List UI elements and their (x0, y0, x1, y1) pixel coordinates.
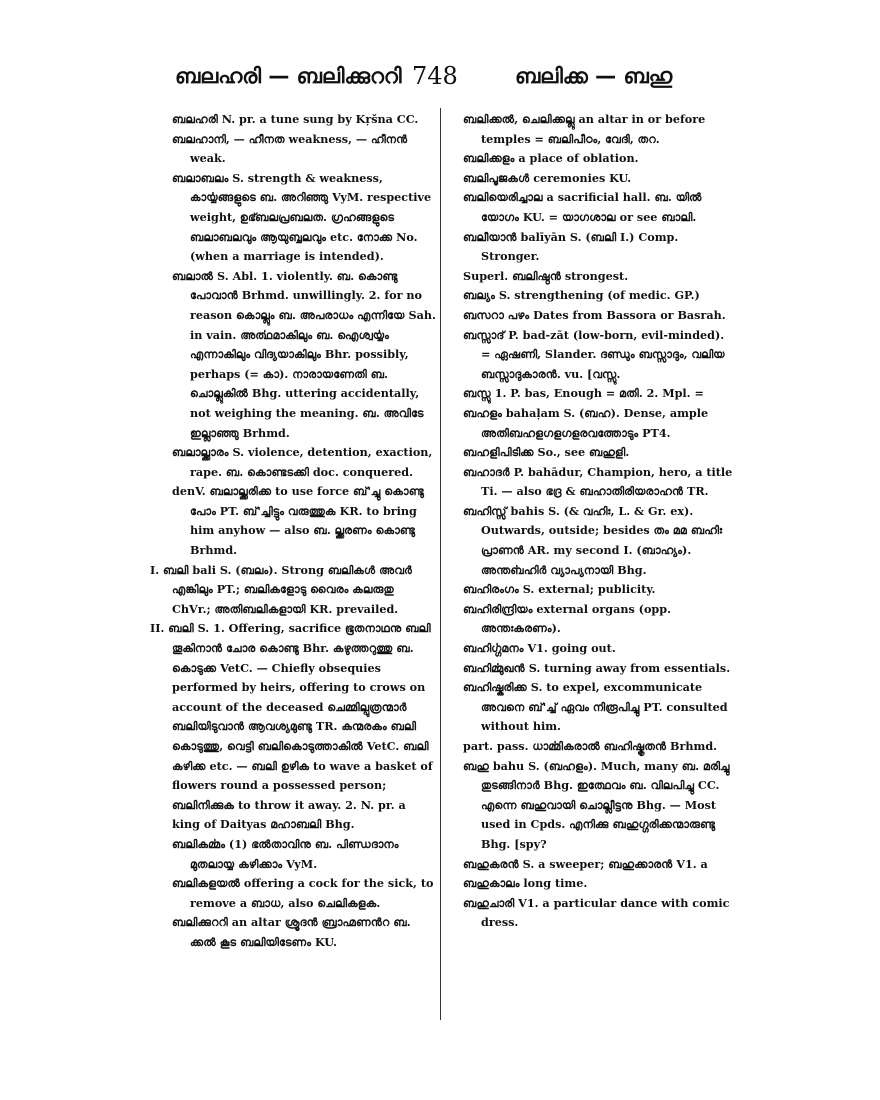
entry-bahalipidikka: ബഹളിപിടിക്ക So., see ബഹുളി. (463, 445, 630, 460)
page-header (0, 58, 880, 102)
entry-bahukalam: ബഹുകാലം long time. (463, 876, 588, 891)
entry-bali-1: I. ബലി bali S. (ബലം). Strong ബലികൾ അവർ എങ്കിലും PT.; ബലികളോടു വൈരം കലരുതു ChVr.; അതിബലികളായി KR. prevailed. (150, 562, 412, 616)
entry-bahuchari: ബഹുചാരി V1. a particular dance with comic dress. (463, 895, 730, 930)
entry-balikarmam: ബലികൎമ്മം (1) ഭൽതാവിനു ബ. പിണ്ഡദാനം മുതലായ്യ കഴിക്കാം VyM. (172, 836, 399, 871)
entry-bahirangam: ബഹിരംഗം S. external; publicity. (463, 582, 656, 597)
entry-balyam: ബല്യം S. strengthening (of medic. GP.) (463, 288, 700, 303)
entry-balalkarikka: denV. ബലാല്ക്കരിക്ക to use force ബ്'ച്ചു കൊണ്ടു പോം PT. ബ്'ച്ചിട്ടും വരുത്തുക KR. to bring him anyhow — also ബ. ല്ക്കരണം കൊണ്ടു Brhmd. (172, 484, 424, 558)
left-column (150, 110, 436, 953)
entry-bahirgamanam: ബഹിൎഗ്ഗമനം V1. going out. (463, 641, 616, 656)
entry-bahirmukhan: ബഹിൎമ്മുഖൻ S. turning away from essentials. (463, 660, 731, 675)
entry-bassu: ബസ്സു 1. P. bas, Enough = മതി. 2. Mpl. = (463, 386, 704, 401)
entry-bahishkarikka: ബഹിഷ്കരിക്ക S. to expel, excommunicate അവനെ ബ്'ച്ച് ഏവം നിരൂപിച്ചു PT. consulted without him. (463, 680, 728, 734)
entry-balikkurri: ബലിക്കുററി an altar ശ്രൂദൻ ബ്രാഹ്മണൻറ ബ. ക്കൽ കൂട ബലിയിടേണം KU. (172, 915, 411, 949)
entry-balal: ബലാൽ S. Abl. 1. violently. ബ. കൊണ്ടു പോവാൻ Brhmd. unwillingly. 2. for no reason കൊല്ലും ബ. അപരാധം എന്നിയേ Sah. in vain. അൎത്ഥമാകിലും ബ. ഐശ്വൎയ്യം എന്നാകിലും വിദ്യയാകിലും Bhr. possibly, perhaps (= കാ). നാരായണേതി ബ. ചൊല്ലുകിൽ Bhg. uttering accidentally, not weighing the meaning. ബ. അവിടേ ഇല്ലാഞ്ഞു Brhmd. (172, 268, 436, 440)
entry-bahirindriyam: ബഹിരിന്ദ്രിയം external organs (opp. അന്തഃകരണം). (463, 601, 671, 636)
entry-bahis: ബഹിസ്സ് bahis S. (& വഹിഃ, L. & Gr. ex). Outwards, outside; besides തം മമ ബഹിഃ പ്രാണൻ AR. my second I. (ബാഹ്യം). അന്തൎബഹിർ വ്യാപ്യനായി Bhg. (463, 503, 723, 577)
entry-balikalayal: ബലികളയൽ offering a cock for the sick, to remove a ബാധ, also ചെലികളക. (172, 876, 434, 910)
entry-balahari: ബലഹരി N. pr. a tune sung by Kṛšna CC. (172, 112, 419, 126)
entry-balahani: ബലഹാനി, — ഹീനത weakness, — ഹീനൻ weak. (172, 131, 408, 166)
entry-balipujakal: ബലിപൂജകൾ ceremonies KU. (463, 170, 632, 185)
header-left-guide-word: ബലഹരി — ബലിക്കുററി (175, 64, 402, 88)
entry-balalkaram: ബലാല്ക്കാരം S. violence, detention, exaction, rape. ബ. കൊണ്ടടക്കി doc. conquered. (172, 445, 433, 479)
entry-balikkal: ബലിക്കൽ, ചെലിക്കല്ലു an altar in or before temples = ബലിപീഠം, വേദി, തറ. (463, 112, 706, 146)
entry-bali-2: II. ബലി S. 1. Offering, sacrifice ഭൂതനാഥനു ബലി തൂകിനാൻ ചോര കൊണ്ടു Bhr. കഴുത്തറുത്തു ബ. കൊടുക്ക VetC. — Chiefly obsequies performed by heirs, offering to crows on account of the deceased ചെമ്മില്പുത്രന്മാർ ബലിയിടുവാൻ ആവശ്യമുണ്ടു TR. കന്മരകം ബലി കൊടുത്തു, വെട്ടി ബലികൊടുത്താകിൽ VetC. ബലി കഴിക്ക etc. — ബലി ഉഴിക to wave a basket of flowers round a possessed person; ബലിനിക്കുക to throw it away. 2. N. pr. a king of Daityas മഹാബലി Bhg. (150, 621, 433, 832)
entry-bahalam: ബഹളം bahaḷam S. (ബഹ). Dense, ample അതിബഹളഗളഗളരവത്തോടും PT4. (463, 405, 709, 440)
entry-bahadur: ബഹാദർ P. bahādur, Champion, hero, a title Ti. — also ഭദ്ര & ബഹാതിരിയരാഹൻ TR. (463, 464, 733, 499)
entry-bassad: ബസ്സാദ് P. bad-zāt (low-born, evil-minded). = ഏഷണി, Slander. ദണ്ഡും ബസ്സാദും, വലിയ ബസ്സാദുകാരൻ. vu. [വസ്സു. (463, 327, 725, 381)
entry-balikkalam: ബലിക്കളം a place of oblation. (463, 151, 639, 166)
entry-bahu: ബഹു bahu S. (ബഹളം). Much, many ബ. മരിച്ചു തുടങ്ങിനാർ Bhg. ഇത്ഥേവം ബ. വിലപിച്ചു CC. എന്നെ ബഹുവായി ചൊല്ലീട്ടനു Bhg. — Most used in Cpds. എനിക്കു ബഹുഗ്ഗരിക്കന്മാരുണ്ടു Bhg. [spy? (463, 758, 730, 851)
entry-balabalam: ബലാബലം S. strength & weakness, കാൎയ്യങ്ങളുടെ ബ. അറിഞ്ഞു VyM. respective weight, ഉഭ്ബലപ്രബലത. ഗ്രഹങ്ങളുടെ ബലാബലവും ആയുബ്ബലവും etc. നോക്ക No. (when a marriage is intended). (172, 170, 432, 264)
entry-part-pass: part. pass. ധാൎമ്മികരാൽ ബഹിഷ്കൃതൻ Brhmd. (463, 739, 718, 753)
entry-balishthan: Superl. ബലിഷ്ഠൻ strongest. (463, 268, 629, 283)
header-right-guide-word: ബലിക്ക — ബഹു (515, 64, 673, 88)
entry-basara: ബസറാ പഴം Dates from Bassora or Basrah. (463, 307, 726, 322)
page-number: 748 (412, 62, 458, 90)
entry-baliyerichala: ബലിയെരിച്ചാല a sacrificial hall. ബ. യിൽ യോഗം KU. = യാഗശാല or see ബാലി. (463, 190, 702, 224)
entry-bahukaran: ബഹുകരൻ S. a sweeper; ബഹുക്കാരൻ V1. a (463, 856, 708, 871)
column-divider (440, 108, 441, 1020)
entry-baliyan: ബലീയാൻ balīyān S. (ബലി I.) Comp. Stronger. (463, 229, 679, 264)
right-column (445, 110, 735, 933)
